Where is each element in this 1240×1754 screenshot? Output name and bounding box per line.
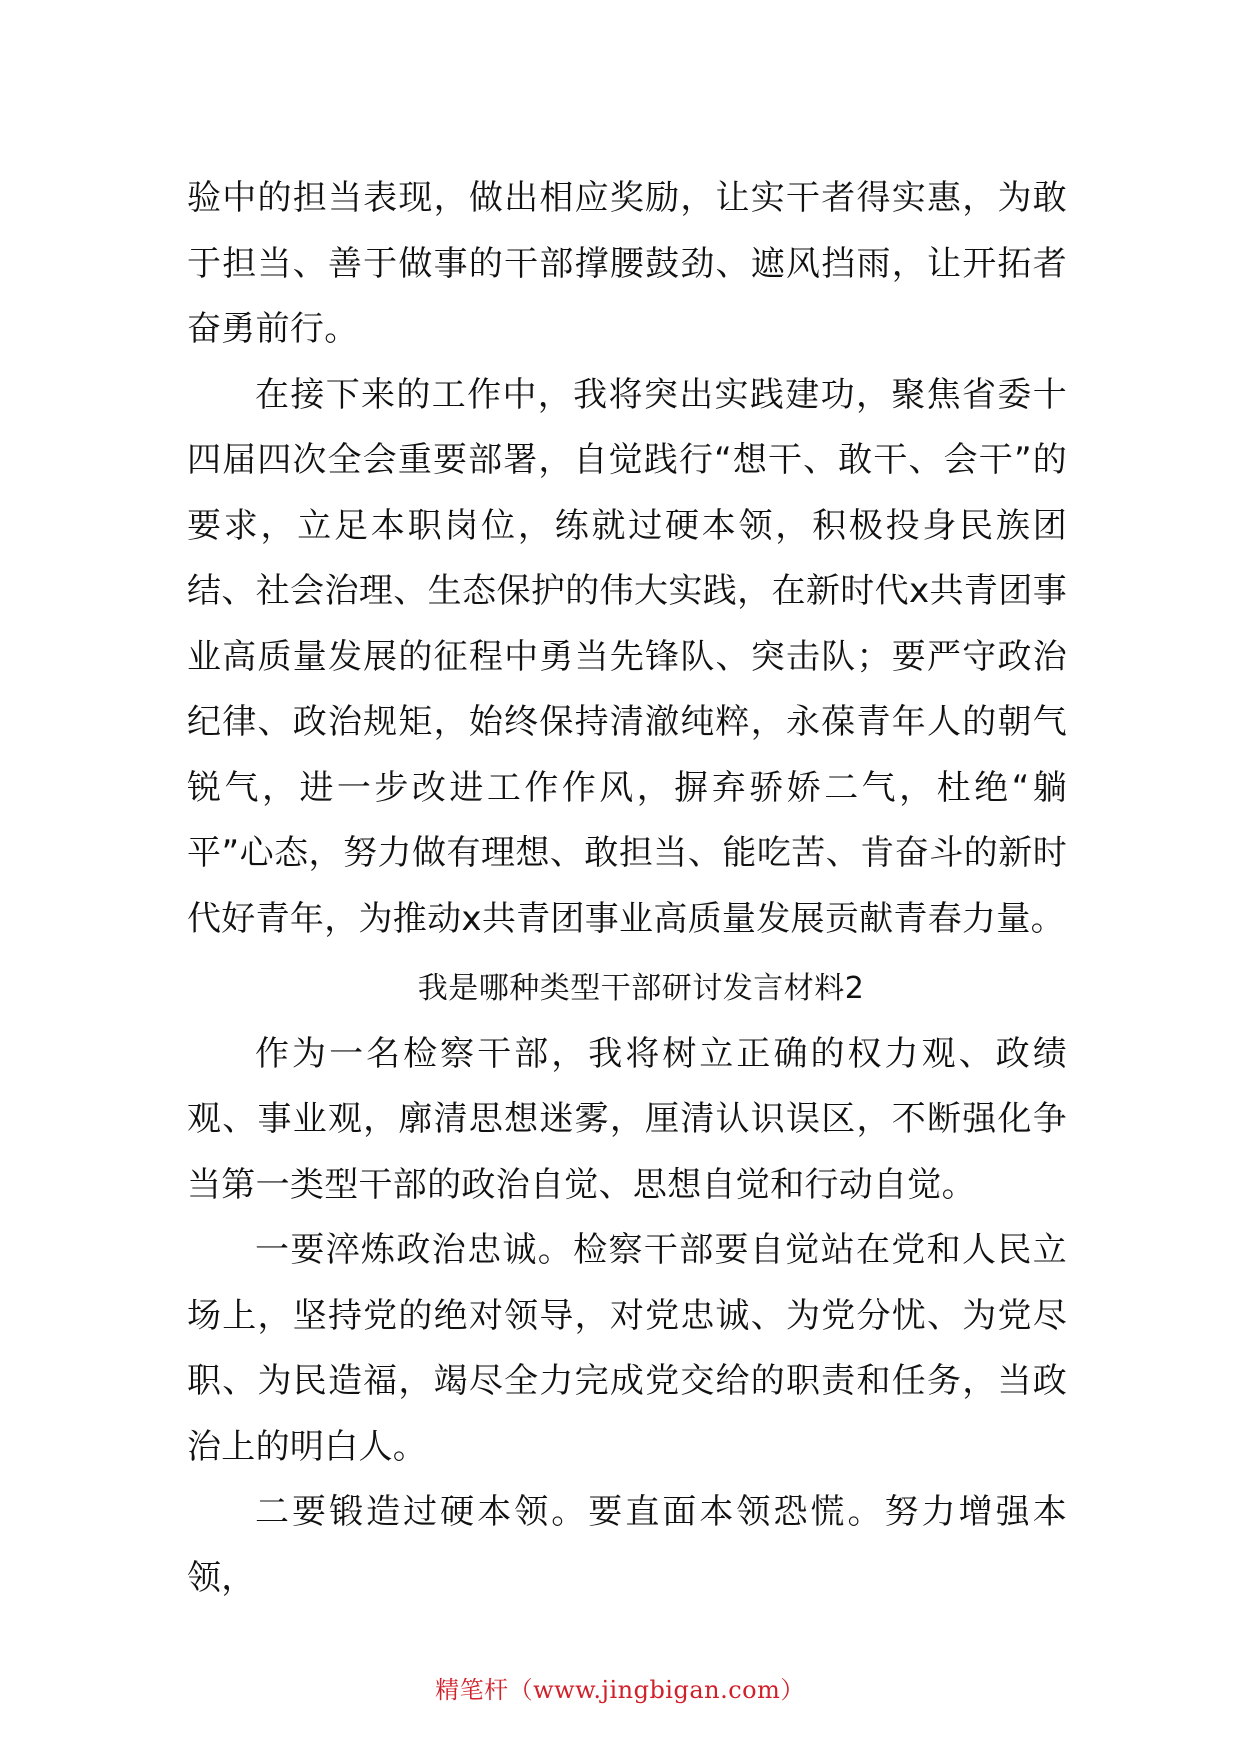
section-title: 我是哪种类型干部研讨发言材料2 bbox=[417, 971, 865, 1006]
footer-watermark: 精笔杆（www.jingbigan.com） bbox=[435, 1676, 805, 1704]
paragraph-1: 验中的担当表现，做出相应奖励，让实干者得实惠，为敢于担当、善于做事的干部撑腰鼓劲、遮风挡雨，让开拓者奋勇前行。 bbox=[187, 178, 1067, 349]
paragraph-3: 作为一名检察干部，我将树立正确的权力观、政绩观、事业观，廓清思想迷雾，厘清认识误区，不断强化争当第一类型干部的政治自觉、思想自觉和行动自觉。 bbox=[187, 1033, 1067, 1205]
paragraph-4: 一要淬炼政治忠诚。检察干部要自觉站在党和人民立场上，坚持党的绝对领导，对党忠诚、为党分忧、为党尽职、为民造福，竭尽全力完成党交给的职责和任务，当政治上的明白人。 bbox=[187, 1230, 1067, 1467]
paragraph-2: 在接下来的工作中，我将突出实践建功，聚焦省委十四届四次全会重要部署，自觉践行“想干、敢干、会干”的要求，立足本职岗位，练就过硬本领，积极投身民族团结、社会治理、生态保护的伟大实践，在新时代x共青团事业高质量发展的征程中勇当先锋队、突击队；要严守政治纪律、政治规矩，始终保持清澈纯粹，永葆青年人的朝气锐气，进一步改进工作作风，摒弃骄娇二气，杜绝“躺平”心态，努力做有理想、敢担当、能吃苦、肯奋斗的新时代好青年，为推动x共青团事业高质量发展贡献青春力量。 bbox=[187, 374, 1067, 939]
body-text bbox=[187, 166, 1067, 1611]
paragraph-5: 二要锻造过硬本领。要直面本领恐慌。努力增强本领， bbox=[187, 1492, 1067, 1598]
